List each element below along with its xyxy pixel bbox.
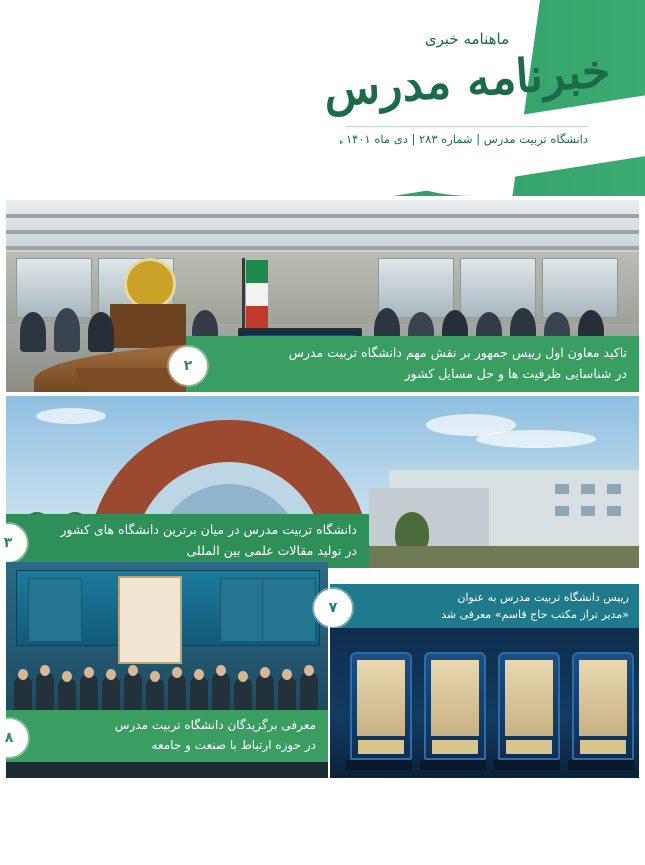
- page-number-badge-1: ۲: [169, 347, 207, 385]
- page-number-badge-4: ۸: [0, 719, 28, 757]
- headline-text-3: [330, 584, 639, 628]
- masthead-kicker: ماهنامه خبری: [424, 30, 510, 48]
- university-brand: [24, 21, 144, 174]
- headline-bar-1[interactable]: [183, 336, 639, 392]
- headline-line-3b: «مدیر تراز مکتب حاج قاسم» معرفی شد: [441, 608, 629, 621]
- page-number-badge-3: ۷: [314, 589, 352, 627]
- masthead: [307, 8, 627, 147]
- headline-text-1: [186, 336, 639, 392]
- headline-line-1a: تاکید معاون اول رییس جمهور بر نقش مهم دانشگاه تربیت مدرس: [288, 344, 627, 360]
- university-logo-icon: ᓬᓬᓬ: [49, 21, 119, 61]
- headline-line-3a: رییس دانشگاه تربیت مدرس به عنوان: [457, 590, 629, 604]
- headline-line-1b: در شناسایی ظرفیت ها و حل مسایل کشور: [404, 365, 627, 381]
- headline-text-2: [6, 513, 369, 569]
- headline-bar-3[interactable]: [330, 584, 639, 628]
- page-number-badge-2: ۳: [0, 524, 27, 562]
- university-name: دانشگاه تربیت مدرس: [78, 68, 90, 164]
- headline-text-4: [6, 709, 328, 764]
- cover-footer-whitespace: [0, 790, 645, 865]
- headline-line-2b: در تولید مقالات علمی بین المللی: [186, 542, 357, 558]
- headline-bar-2[interactable]: [3, 514, 369, 568]
- headline-bar-4[interactable]: [6, 710, 328, 762]
- headline-line-4b: در حوزه ارتباط با صنعت و جامعه: [151, 737, 316, 752]
- masthead-title: خبرنامه مدرس: [321, 43, 612, 117]
- headline-line-2a: دانشگاه تربیت مدرس در میان برترین دانشگاه های کشور: [60, 521, 357, 537]
- headline-line-4a: معرفی برگزیدگان دانشگاه تربیت مدرس: [114, 717, 316, 732]
- trophies-photo: [330, 628, 639, 778]
- masthead-issue-line: دانشگاه تربیت مدرس | شماره ۲۸۳ | دی ماه ۱۴۰۱: [346, 126, 588, 146]
- cover-header: [0, 0, 645, 196]
